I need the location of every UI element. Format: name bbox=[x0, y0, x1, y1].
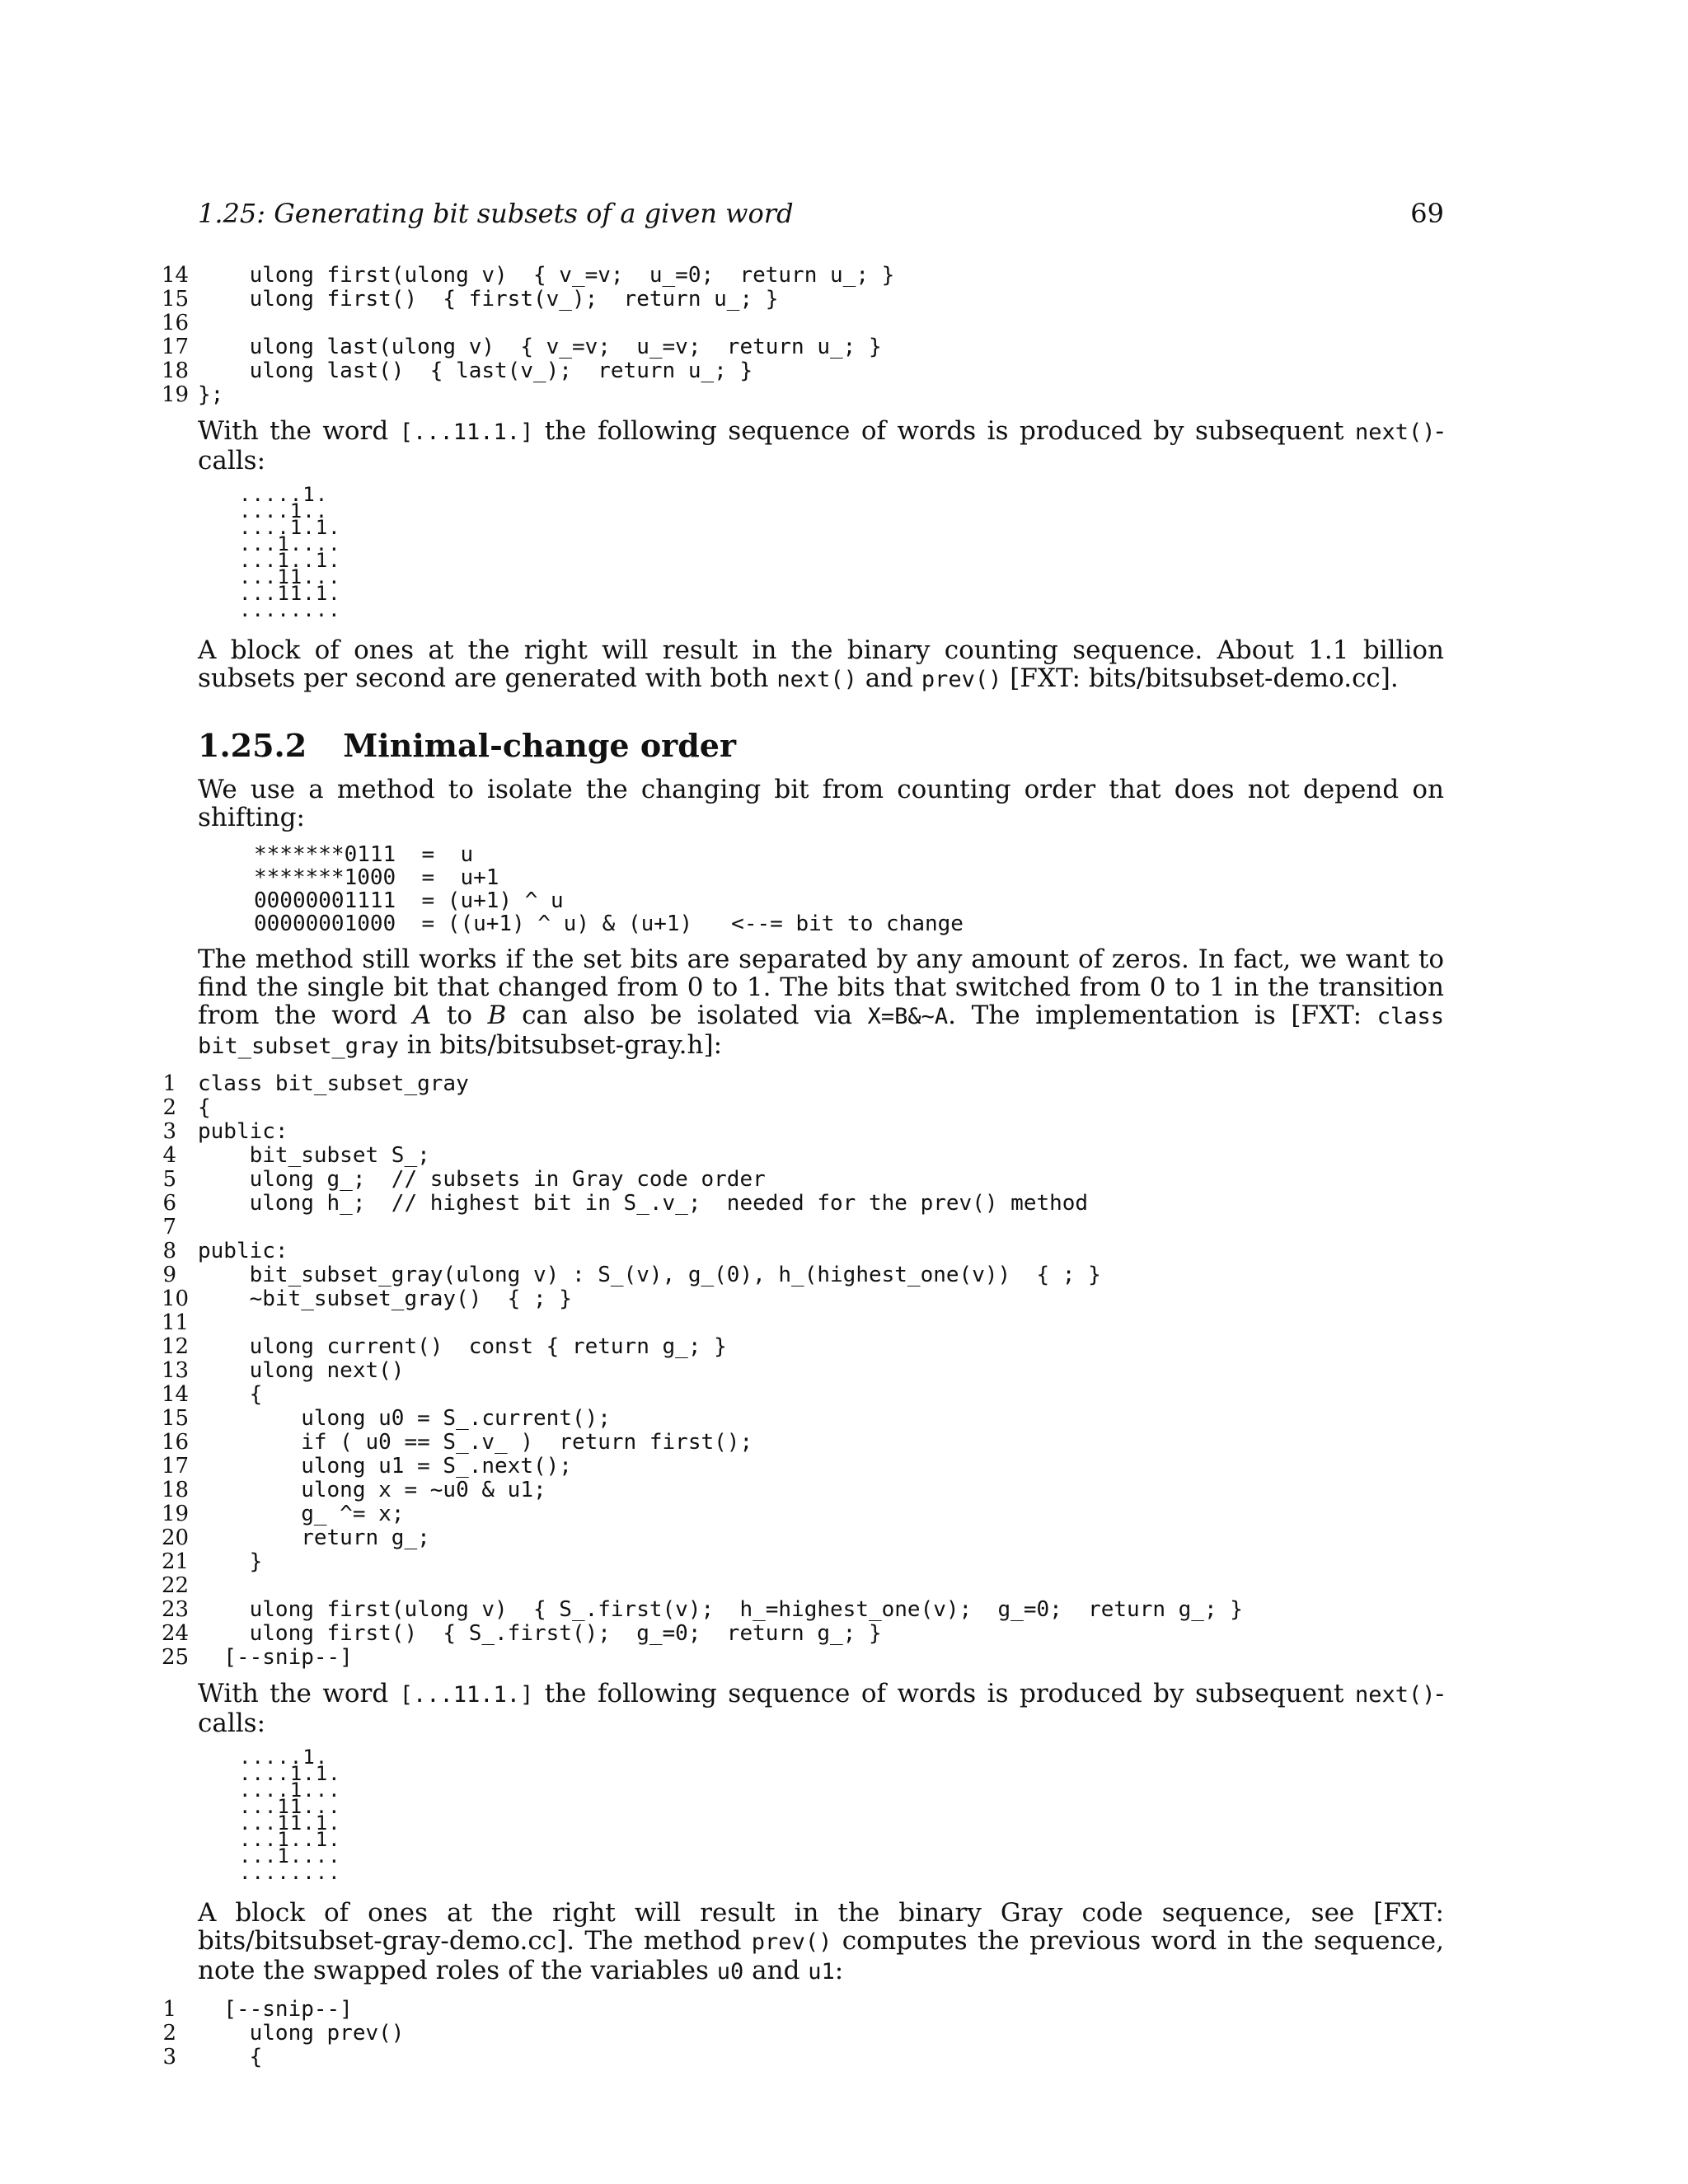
text: and bbox=[743, 1956, 809, 1985]
inline-code-prev: prev() bbox=[921, 667, 1002, 692]
text: : bbox=[834, 1956, 844, 1985]
code-line: bit_subset S_; bbox=[198, 1143, 430, 1168]
line-number: 2 bbox=[162, 2021, 176, 2046]
line-number: 8 bbox=[162, 1239, 176, 1263]
text: the following sequence of words is produced by subsequent bbox=[533, 416, 1355, 446]
text: the following sequence of words is produced by subsequent bbox=[533, 1679, 1355, 1708]
text: The method still works if the set bits are separated by any amount of zeros. In fact, we want to find the single bit that changed from 0 to 1. The bits that switched from 0 to 1 in the transition from the word bbox=[198, 944, 1444, 1030]
text: to bbox=[431, 1001, 488, 1030]
text: and bbox=[856, 663, 921, 693]
code-line: [--snip--] bbox=[198, 1997, 353, 2022]
text: computes the previous word in the sequence, note the swapped roles of the variables bbox=[198, 1926, 1444, 1985]
running-head bbox=[198, 198, 1444, 229]
code-line: ulong g_; // subsets in Gray code order bbox=[198, 1167, 766, 1192]
equation-block bbox=[254, 843, 1444, 935]
text: [FXT: bits/bitsubset-demo.cc]. bbox=[1001, 663, 1399, 693]
code-line: ulong h_; // highest bit in S_.v_; needed for the prev() method bbox=[198, 1191, 1089, 1216]
code-line: ulong last(ulong v) { v_=v; u_=v; return u_; } bbox=[198, 335, 882, 359]
text: in bits/bitsubset-gray.h]: bbox=[398, 1030, 723, 1060]
code-line bbox=[198, 312, 1444, 335]
text: . The implementation is [FXT: bbox=[948, 1001, 1377, 1030]
line-number: 24 bbox=[162, 1621, 190, 1646]
line-number: 19 bbox=[162, 1502, 190, 1526]
code-line: { bbox=[198, 1382, 263, 1407]
equation-line: *******1000 = u+1 bbox=[254, 865, 499, 890]
text: With the word bbox=[198, 416, 400, 446]
line-number: 15 bbox=[162, 1406, 190, 1431]
paragraph-sequence-intro-2 bbox=[198, 1680, 1444, 1737]
inline-code-next: next() bbox=[1354, 1682, 1436, 1708]
inline-code-u0: u0 bbox=[716, 1959, 744, 1985]
var-a: A bbox=[412, 1001, 432, 1030]
sequence-word: ...11.1. bbox=[239, 1811, 341, 1835]
code-line bbox=[198, 1311, 1444, 1335]
sequence-word: ...1.... bbox=[239, 1844, 341, 1868]
code-line: public: bbox=[198, 1119, 288, 1144]
line-number: 10 bbox=[162, 1286, 190, 1311]
sequence-word: ...11.1. bbox=[239, 582, 341, 605]
code-line: ulong first(ulong v) { S_.first(v); h_=highest_one(v); g_=0; return g_; } bbox=[198, 1597, 1243, 1622]
code-listing-3 bbox=[162, 1998, 1444, 2069]
line-number: 5 bbox=[162, 1167, 176, 1192]
word-sequence-2 bbox=[239, 1746, 1444, 1884]
line-number: 12 bbox=[162, 1334, 190, 1359]
line-number: 15 bbox=[162, 287, 190, 312]
line-number: 21 bbox=[162, 1549, 190, 1574]
line-number: 1 bbox=[162, 1071, 176, 1096]
sequence-word: ...1.... bbox=[239, 532, 341, 555]
var-b: B bbox=[487, 1001, 507, 1030]
text: can also be isolated via bbox=[506, 1001, 868, 1030]
sequence-word: .....1. bbox=[239, 1746, 329, 1769]
code-line: ulong first() { first(v_); return u_; } bbox=[198, 287, 779, 312]
sequence-word: ....1.1. bbox=[239, 1762, 341, 1785]
code-line: ulong current() const { return g_; } bbox=[198, 1334, 727, 1359]
code-line: { bbox=[198, 1095, 211, 1120]
text: A block of ones at the right will result in the binary Gray code sequence, see [FXT: bits/bitsubset-gray-demo.cc]. The method bbox=[198, 1898, 1444, 1956]
line-number: 3 bbox=[162, 1119, 176, 1144]
code-line: ~bit_subset_gray() { ; } bbox=[198, 1286, 572, 1311]
code-line: return g_; bbox=[198, 1526, 430, 1550]
line-number: 16 bbox=[162, 1430, 190, 1455]
line-number: 4 bbox=[162, 1143, 176, 1168]
line-number: 18 bbox=[162, 1478, 190, 1502]
code-listing-1 bbox=[162, 264, 1444, 407]
paragraph-method-intro: We use a method to isolate the changing bit from counting order that does not depend on shifting: bbox=[198, 775, 1444, 832]
code-line: ulong first() { S_.first(); g_=0; return g_; } bbox=[198, 1621, 882, 1646]
line-number: 20 bbox=[162, 1526, 190, 1550]
line-number: 9 bbox=[162, 1263, 176, 1287]
code-line: }; bbox=[198, 382, 224, 407]
text: With the word bbox=[198, 1679, 400, 1708]
code-line: public: bbox=[198, 1239, 288, 1263]
line-number: 2 bbox=[162, 1095, 176, 1120]
text: -calls: bbox=[198, 416, 1444, 476]
line-number: 11 bbox=[162, 1310, 190, 1335]
line-number: 14 bbox=[162, 263, 190, 288]
code-line: ulong x = ~u0 & u1; bbox=[198, 1478, 546, 1502]
paragraph-method-explanation bbox=[198, 945, 1444, 1061]
line-number: 7 bbox=[162, 1215, 176, 1240]
line-number: 23 bbox=[162, 1597, 190, 1622]
equation-line: 00000001111 = (u+1) ^ u bbox=[254, 888, 564, 913]
code-line bbox=[198, 1216, 1444, 1240]
text: A block of ones at the right will result in the binary counting sequence. About 1.1 billion subsets per second are generated with both bbox=[198, 635, 1444, 693]
code-line: ulong first(ulong v) { v_=v; u_=0; return u_; } bbox=[198, 263, 895, 288]
inline-code-word: [...11.1.] bbox=[399, 419, 534, 445]
sequence-word: ........ bbox=[239, 598, 341, 621]
code-line: class bit_subset_gray bbox=[198, 1071, 469, 1096]
line-number: 1 bbox=[162, 1997, 176, 2022]
line-number: 16 bbox=[162, 311, 190, 335]
page-number: 69 bbox=[1410, 198, 1444, 229]
line-number: 13 bbox=[162, 1358, 190, 1383]
paragraph-gray-sequence bbox=[198, 1899, 1444, 1986]
page bbox=[162, 198, 1445, 2079]
line-number: 3 bbox=[162, 2045, 176, 2069]
code-line: ulong u0 = S_.current(); bbox=[198, 1406, 611, 1431]
code-line: if ( u0 == S_.v_ ) return first(); bbox=[198, 1430, 753, 1455]
paragraph-sequence-intro-1 bbox=[198, 417, 1444, 475]
inline-code-next: next() bbox=[776, 667, 857, 692]
inline-code-next: next() bbox=[1354, 419, 1436, 445]
code-listing-2 bbox=[162, 1072, 1444, 1670]
line-number: 18 bbox=[162, 359, 190, 383]
code-line: ulong last() { last(v_); return u_; } bbox=[198, 359, 753, 383]
inline-code-prev: prev() bbox=[751, 1929, 832, 1955]
equation-line: 00000001000 = ((u+1) ^ u) & (u+1) <--= bit to change bbox=[254, 912, 964, 936]
code-line: ulong prev() bbox=[198, 2021, 405, 2046]
line-number: 14 bbox=[162, 1382, 190, 1407]
sequence-word: ....1... bbox=[239, 1779, 341, 1802]
sequence-word: ....1.. bbox=[239, 499, 329, 523]
sequence-word: ...1..1. bbox=[239, 549, 341, 572]
inline-code-expression: X=B&~A bbox=[867, 1004, 949, 1029]
inline-code-word: [...11.1.] bbox=[399, 1682, 534, 1708]
code-line: g_ ^= x; bbox=[198, 1502, 405, 1526]
section-number: 1.25.2 bbox=[198, 727, 307, 764]
sequence-word: .....1. bbox=[239, 483, 329, 506]
text: -calls: bbox=[198, 1679, 1444, 1738]
sequence-word: ...1..1. bbox=[239, 1828, 341, 1851]
sequence-word: ........ bbox=[239, 1861, 341, 1884]
inline-code-u1: u1 bbox=[808, 1959, 835, 1985]
line-number: 22 bbox=[162, 1573, 190, 1598]
paragraph-counting-sequence bbox=[198, 636, 1444, 694]
code-line bbox=[198, 1574, 1444, 1598]
running-head-title: 1.25: Generating bit subsets of a given word bbox=[198, 198, 794, 229]
code-line: bit_subset_gray(ulong v) : S_(v), g_(0), h_(highest_one(v)) { ; } bbox=[198, 1263, 1101, 1287]
code-line: ulong next() bbox=[198, 1358, 405, 1383]
line-number: 25 bbox=[162, 1645, 190, 1670]
code-line: [--snip--] bbox=[198, 1645, 353, 1670]
code-line: ulong u1 = S_.next(); bbox=[198, 1454, 572, 1479]
line-number: 19 bbox=[162, 382, 190, 407]
inline-code-class: class bit_subset_gray bbox=[198, 1004, 1445, 1059]
code-line: { bbox=[198, 2045, 263, 2069]
word-sequence-1 bbox=[239, 483, 1444, 621]
sequence-word: ...11... bbox=[239, 1795, 341, 1818]
sequence-word: ....1.1. bbox=[239, 516, 341, 539]
line-number: 6 bbox=[162, 1191, 176, 1216]
code-line: } bbox=[198, 1549, 263, 1574]
line-number: 17 bbox=[162, 1454, 190, 1479]
line-number: 17 bbox=[162, 335, 190, 359]
section-heading bbox=[198, 727, 1444, 764]
sequence-word: ...11... bbox=[239, 565, 341, 588]
equation-line: *******0111 = u bbox=[254, 842, 474, 867]
section-title: Minimal-change order bbox=[343, 727, 736, 764]
